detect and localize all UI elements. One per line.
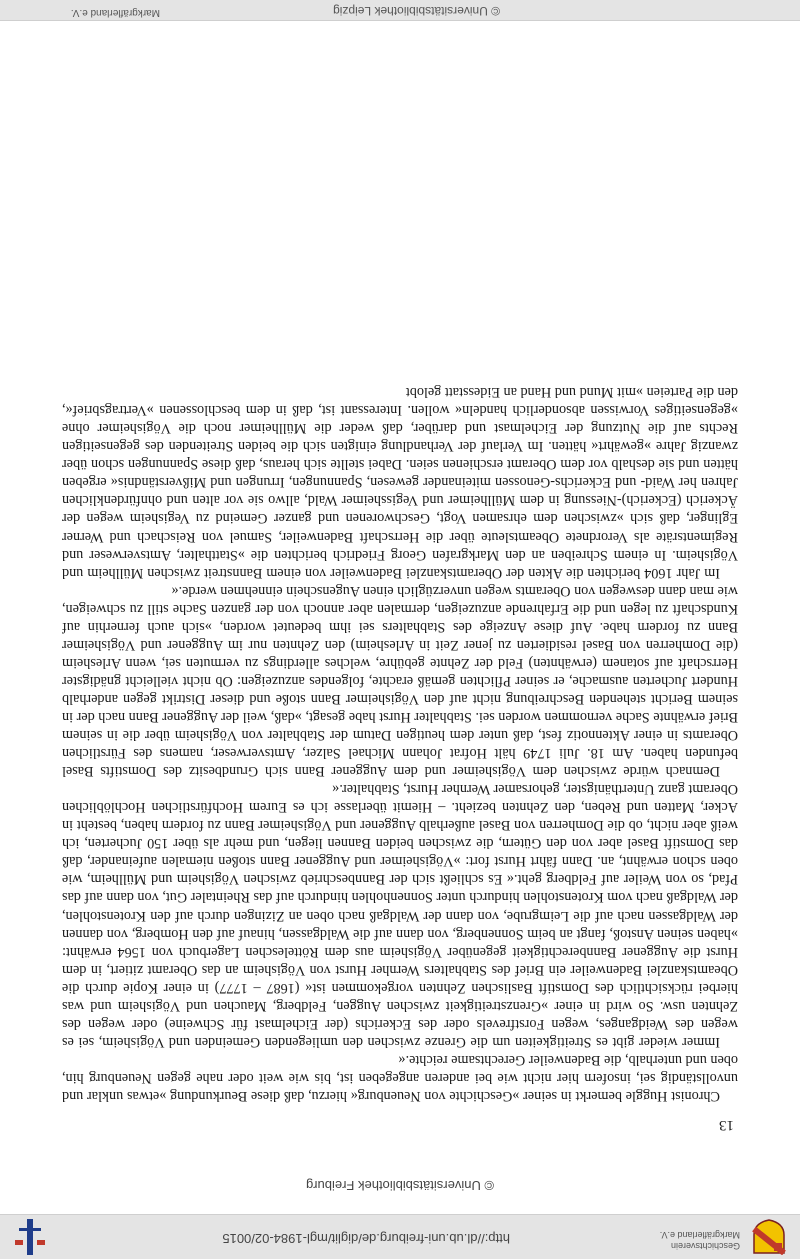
footer-library: © Universitätsbibliothek Leipzig [333,4,500,18]
viewer-header [0,1214,800,1259]
document-sheet [38,18,762,1193]
footer-society: Markgräflerland e.V. [70,7,160,18]
page-number: 13 [719,1117,734,1133]
paragraph: Demnach würde zwischen dem Vögisheimer und dem Auggener Bann sich Grundbesitz des Domstifts Basel befunden haben. Am 18. Juli 1749 hält Hofrat Johann Michael Salzer, Amtsverweser, namens des Fürstlichen Oberamts in einer Aktennotiz fest, daß unter dem heutigen Datum der Stabhalter von Vögisheim über die in seinem Brief erwähnte Sache vernommen worden sei. Stabhalter Hurst habe gesagt, »daß, weil der Auggener Bann nach der in seinem Bericht stehenden Beschreibung nicht auf den Vögisheimer Bann stoße und dieser Distrikt gegen anderhalb Hundert Jucherten ausmache, er seiner Pflichten gemäß erachte, folgendes anzuzeigen: Ob nicht vielleicht gnädigster Herrschaft auf sotanem (erwähnten) Feld der Zehnte gebühre, welches allerdings zu vermuten sei, wenn Arlesheim (die Domherren von Basel residierten zu jener Zeit in Arlesheim) den Zehnten nur im Auggener und Vögisheimer Bann zu fordern habe. Auf diese Anzeige des Stabhalters sei ihm bedeutet worden, »sich auch fernerhin auf Kundschaft zu legen und die Erfahrende anzuzeigen, dermalen aber annoch von der ganzen Sache still zu schweigen, wie man dann deswegen von Oberamts wegen unverzüglich einen Augenschein einnehmen werde.« [62,582,738,780]
paragraph: Chronist Huggle bemerkt in seiner »Geschichte von Neuenburg« hierzu, daß diese Beurkundung »etwas unklar und unvollständig sei, insofern hier nicht wie bei anderen angegeben ist, bis wie weit oder nahe gegen Neuenburg hin, oben und unterhalb, die Badenweiler Gerechtsame reichte.« [62,1051,738,1104]
body-text [62,383,738,1105]
paragraph: Immer wieder gibt es Streitigkeiten um die Grenze zwischen den umliegenden Gemeinden und Vögisheim, sei es wegen des Weidganges, wegen Forstfrevels oder des Eckerichs (der Eichelmast für Schweine) oder wegen des Zehnten usw. So wird in einer »Grenzstreitigkeit zwischen Auggen, Feldberg, Mauchen und Vögisheim und was hierbei rücksichtlich des Domstift Baslischen Zehnten vorgekommen ist« (1687 – 1777) in einer Kopie durch die Obeamtskanzlei Badenweiler ein Brief des Stabhalters Wernher Hurst von Vögisheim an das Oberamt zitiert, in dem Hurst die Auggener Bannberechtigkeit gegenüber Vögisheim aus dem Rötteleschen Lagerbuch von 1564 erwähnt: »haben seinen Anstoß, fangt an beim Sonnenberg, von dann auf die Waldgassen, hinauf auf den Homberg, von dannen der Waldgassen nach auf die Leimgrube, von dann der Waldgaß nach oben an Zizingen durch auf den Krotenstohlen, der Waldgaß nach vom Krotenstohlen hindurch unter Sonnenhohlen hindurch auf das Rheintaler Gut, von dann auf das Pfad, so von Weiler auf Feldberg geht.« Es schließt sich der Bannbeschrieb zwischen Vögisheim und Müllheim, wie oben schon erwähnt, an. Dann fährt Hurst fort: »Vögisheimer und Auggener Bann stoßen niemalen aufeinander, daß das Domstift Basel aber von den Gütern, die zwischen beiden Bannen liegen, und mehr als über 150 Jucherten, ich weiß aber nicht, ob die Domherren von Basel außerhalb Auggener und Vögisheimer Bann zu fordern haben, besteht in Acker, Matten und Reben, den Zehnten bezieht. – Hiemit überlasse ich es Eurem Hochfürstlichen Hochlöblichen Oberamt ganz Unterthänigster, gehorsamer Wernher Hurst, Stabhalter.« [62,781,738,1050]
university-logo-icon [15,1219,45,1255]
viewer-footer [0,0,800,21]
paragraph: Im Jahr 1604 berichten die Akten der Oberamtskanzlei Badenweiler von einem Bannstreit zwischen Müllheim und Vögisheim. In einem Schreiben an den Markgrafen Georg Friedrich berichten die »Statthalter, Amtsverweser und Regimentsräte als Verordnete Obeamtsleute über die Herrschaft Badenweiler, Samuel von Reischach und Werner Eglinger, daß sich »zwischen dem ehrsamen Vogt, Geschworenen und ganzer Gemeind zu Vegisheim wegen der Äckerich (Eckerich)-Niessung in dem Müllheimer und Vegissheimer Wald, allwo sie vor alten und ohnfürdenklichen Jahren her Waid- und Eckerichs-Genossen miteinander gewesen, Spannungen, Irrungen und Mißverständnis« ergeben hätten und sie deshalb vor dem Oberamt erschienen seien. Dabei stellte sich heraus, daß diese Spannungen schon über zwanzig Jahre »gewährt« hätten. Im Verlauf der Verhandlung einigten sich die beiden Streitenden des gegenseitigen Rechts auf die Nutzung der Eichelmast und darüber, daß weder die Müllheimer noch die Vögisheimer ohne »gegenseitiges Vorwissen absonderlich handeln« wollen. Interessant ist, daß in dem beschlossenen »Vertragsbrief«, den die Parteien »mit Mund und Hand an Eidesstatt gelobt [62,384,738,581]
header-url[interactable]: http://dl.ub.uni-freiburg.de/diglit/mgl-1984-02/0015 [222,1231,510,1246]
society-name: Geschichtsverein Markgräflerland e.V. [659,1230,740,1251]
coat-of-arms-icon [752,1219,786,1255]
copyright-notice: © Universitätsbibliothek Freiburg [305,1178,495,1193]
